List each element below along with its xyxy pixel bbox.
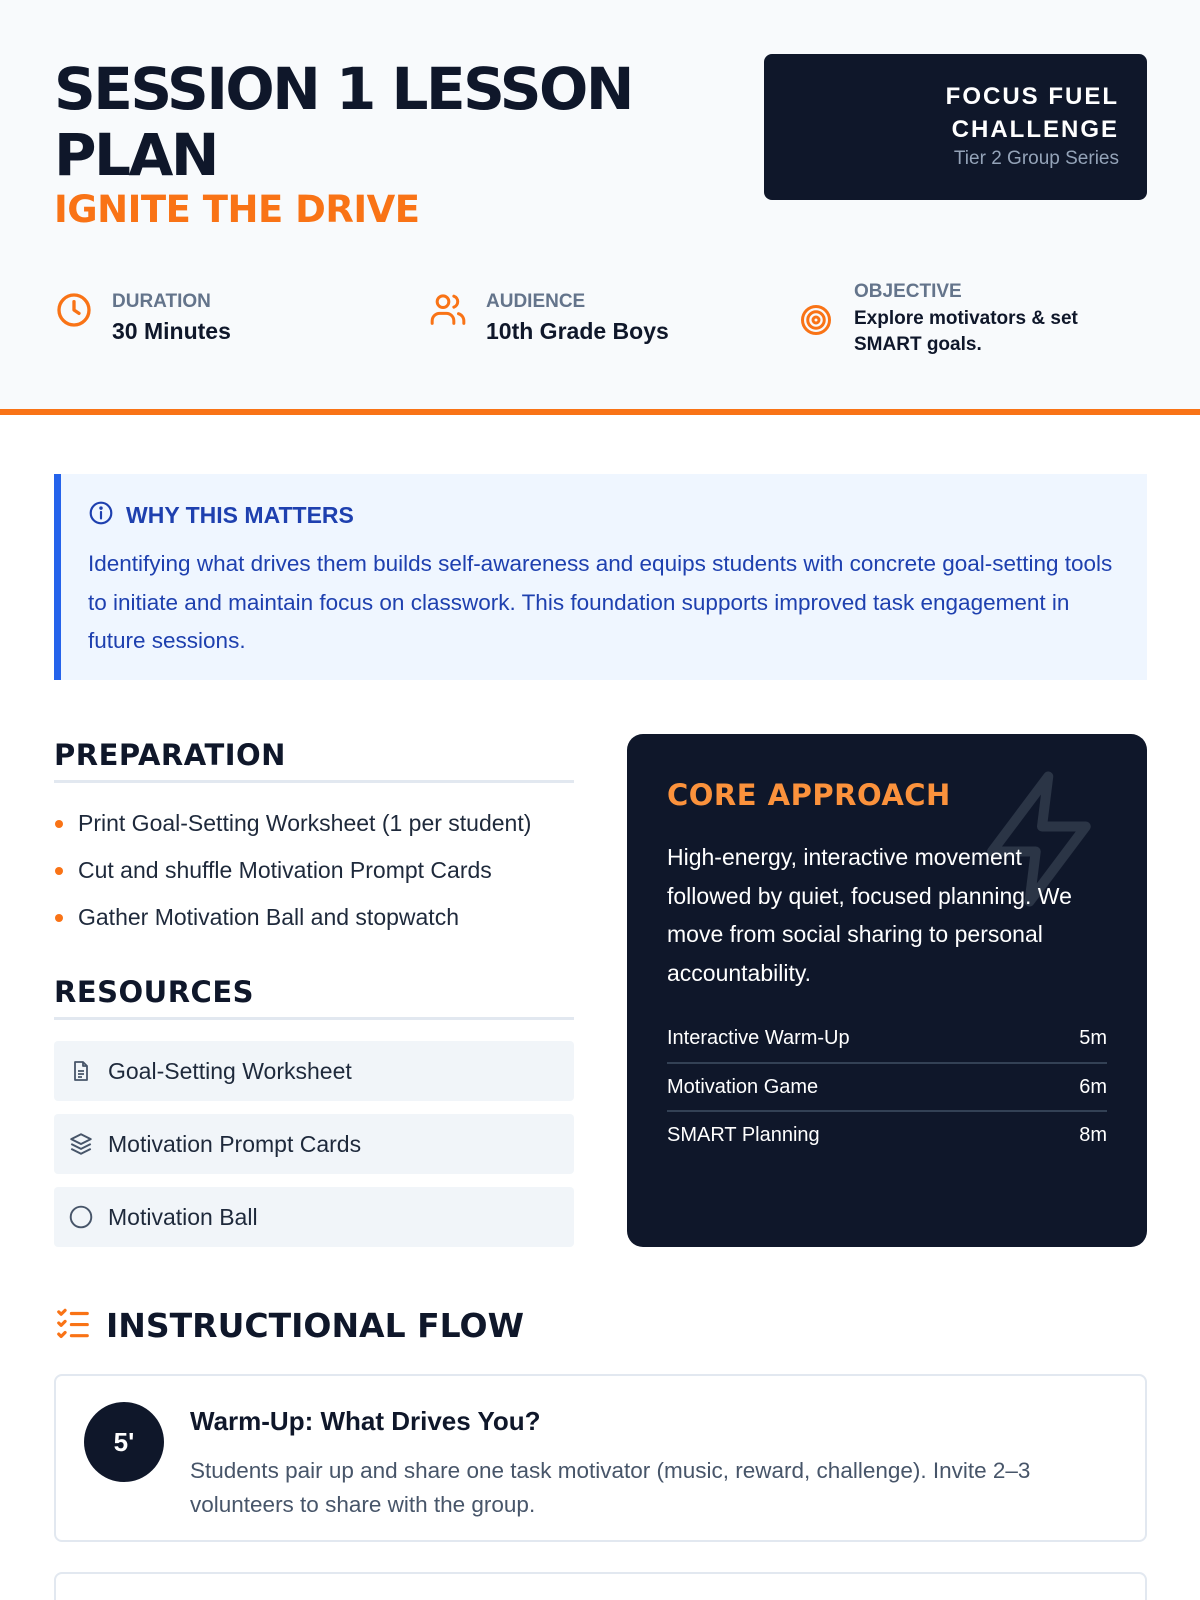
document-icon xyxy=(68,1058,94,1084)
schedule-duration: 6m xyxy=(1079,1075,1107,1098)
target-icon xyxy=(796,300,836,340)
resource-item-ball[interactable] xyxy=(54,1187,574,1247)
duration-value: 30 Minutes xyxy=(112,318,231,344)
resource-item-worksheet[interactable] xyxy=(54,1041,574,1101)
info-icon xyxy=(88,500,114,531)
meta-duration xyxy=(54,290,231,346)
layers-icon xyxy=(68,1131,94,1157)
schedule-label: Interactive Warm-Up xyxy=(667,1026,850,1049)
page-subtitle: IGNITE THE DRIVE xyxy=(54,188,420,231)
duration-label: DURATION xyxy=(112,291,211,312)
preparation-heading: PREPARATION xyxy=(54,738,574,783)
meta-audience xyxy=(428,290,669,346)
objective-label: OBJECTIVE xyxy=(854,281,962,302)
objective-value: Explore motivators & set SMART goals. xyxy=(854,308,1078,355)
meta-objective xyxy=(796,280,1134,358)
why-body: Identifying what drives them builds self-awareness and equips students with concrete goal-setting tools to initiate and maintain focus on classwork. This foundation supports improved task engagement in future sessions. xyxy=(88,551,1113,653)
badge-title-line2: CHALLENGE xyxy=(951,116,1119,143)
schedule-row xyxy=(667,1062,1107,1110)
resource-label: Motivation Ball xyxy=(108,1203,258,1230)
core-approach-body: High-energy, interactive movement followed by quiet, focused planning. We move from social sharing to personal accountability. xyxy=(667,844,1072,986)
schedule-label: SMART Planning xyxy=(667,1123,820,1146)
list-item: Cut and shuffle Motivation Prompt Cards xyxy=(54,847,584,894)
circle-icon xyxy=(68,1204,94,1230)
schedule-row xyxy=(667,1110,1107,1158)
checklist-icon xyxy=(54,1304,92,1347)
core-approach-card xyxy=(627,734,1147,1247)
instructional-flow-heading xyxy=(54,1304,524,1347)
schedule-duration: 5m xyxy=(1079,1026,1107,1049)
clock-icon xyxy=(54,290,94,330)
resource-label: Goal-Setting Worksheet xyxy=(108,1057,352,1084)
badge-subtitle: Tier 2 Group Series xyxy=(953,148,1119,169)
step-duration-badge: 5' xyxy=(84,1402,164,1482)
instructional-flow-title: INSTRUCTIONAL FLOW xyxy=(106,1306,524,1345)
flow-step xyxy=(54,1374,1147,1542)
step-body: Students pair up and share one task motivator (music, reward, challenge). Invite 2–3 volunteers to share with the group. xyxy=(190,1458,1031,1517)
core-approach-title: CORE APPROACH xyxy=(667,778,951,812)
schedule-duration: 8m xyxy=(1079,1123,1107,1146)
resources-heading: RESOURCES xyxy=(54,975,574,1020)
list-item: Print Goal-Setting Worksheet (1 per student) xyxy=(54,800,584,847)
header xyxy=(0,0,1200,415)
badge-title-line1: FOCUS FUEL xyxy=(945,83,1119,110)
resource-item-prompt-cards[interactable] xyxy=(54,1114,574,1174)
users-icon xyxy=(428,290,468,330)
audience-value: 10th Grade Boys xyxy=(486,318,669,344)
flow-step xyxy=(54,1572,1147,1600)
list-item: Gather Motivation Ball and stopwatch xyxy=(54,894,584,941)
step-title: Warm-Up: What Drives You? xyxy=(190,1406,541,1436)
series-badge xyxy=(764,54,1147,200)
schedule-label: Motivation Game xyxy=(667,1075,819,1098)
page-title: SESSION 1 LESSON PLAN xyxy=(54,55,632,189)
why-this-matters-callout xyxy=(54,474,1147,680)
core-schedule xyxy=(667,1014,1107,1158)
schedule-row xyxy=(667,1014,1107,1062)
resource-label: Motivation Prompt Cards xyxy=(108,1130,362,1157)
why-title: WHY THIS MATTERS xyxy=(126,502,354,528)
preparation-list xyxy=(54,800,584,941)
audience-label: AUDIENCE xyxy=(486,291,586,312)
